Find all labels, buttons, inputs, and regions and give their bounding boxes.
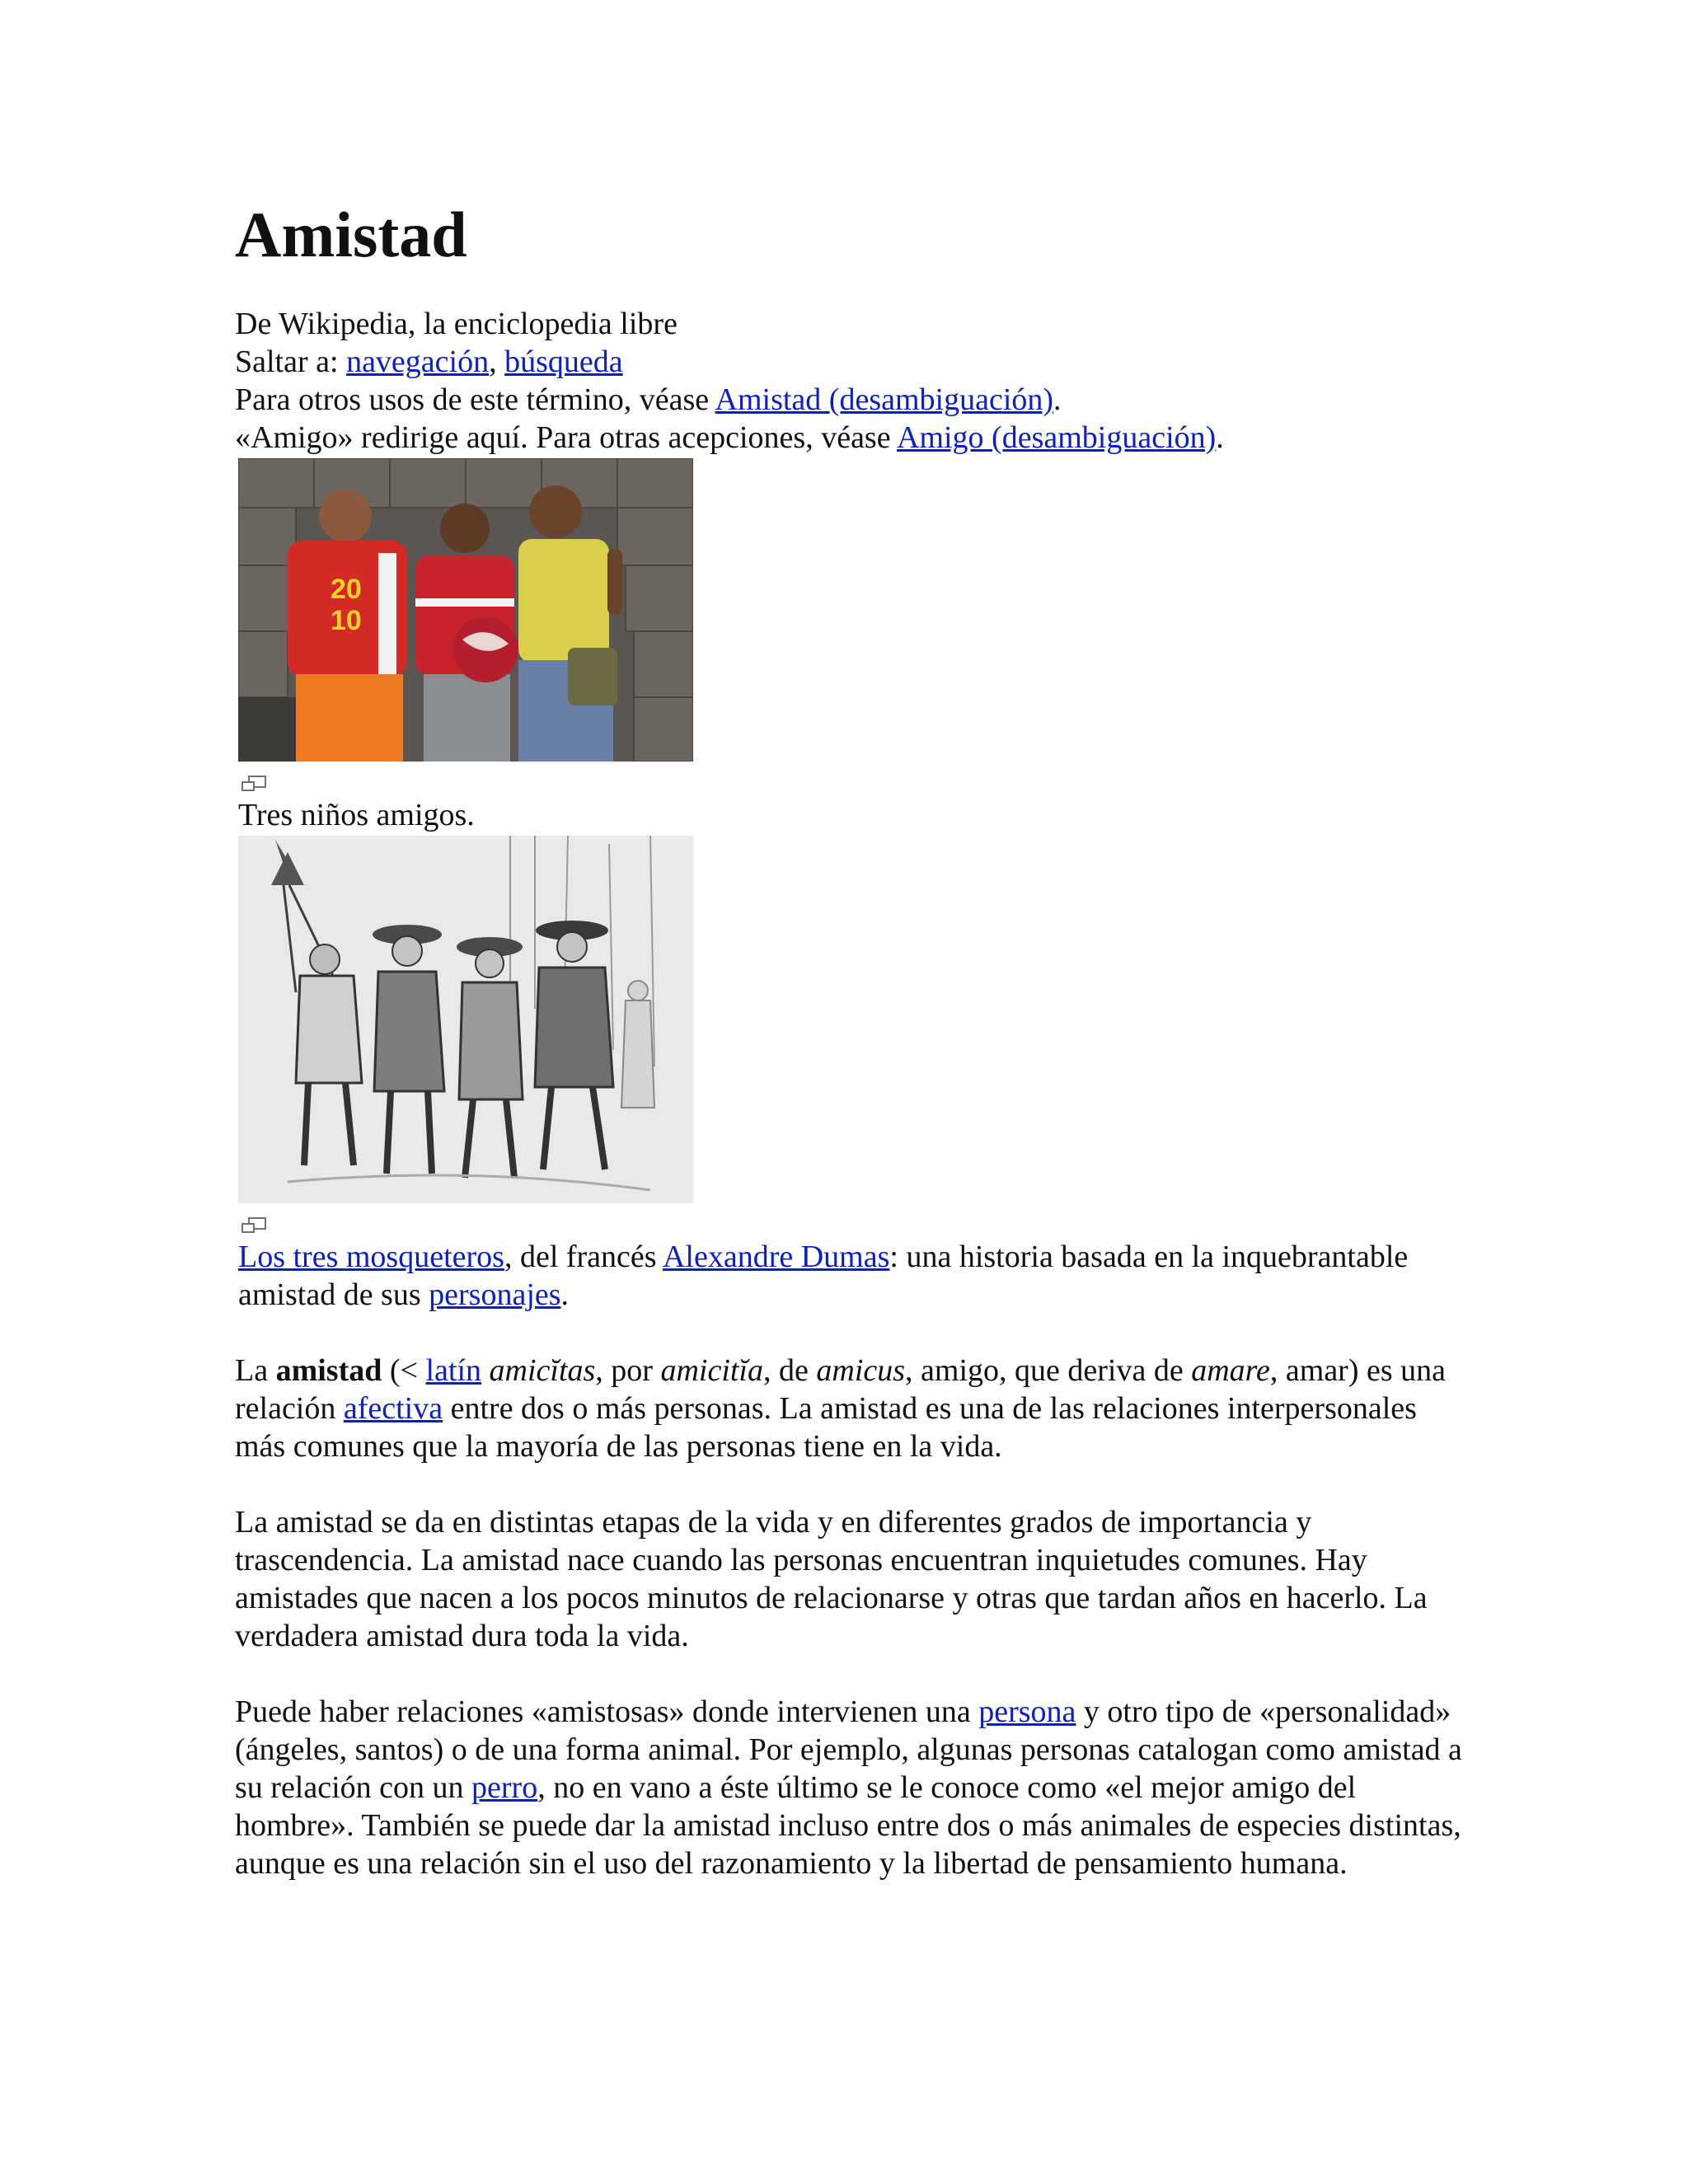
text-run: , de [763, 1353, 817, 1388]
figure-caption: Tres niños amigos. [238, 798, 475, 832]
etymology-term: amicus [816, 1353, 906, 1388]
article-page [235, 198, 1471, 1882]
paragraph-intro [235, 1352, 1471, 1465]
magnify-clip-icon[interactable] [240, 775, 268, 794]
jump-prefix: Saltar a: [235, 344, 347, 379]
site-tagline: De Wikipedia, la enciclopedia libre [235, 307, 678, 341]
etymology-term: amare [1191, 1353, 1270, 1388]
jump-separator: , [489, 344, 505, 379]
los-tres-mosqueteros-link[interactable]: Los tres mosqueteros [238, 1240, 504, 1274]
text-run: y otro tipo de «personalidad» (ángeles, santos) o de una forma animal. Por ejemplo, algunas personas catalogan como amistad a su relación con un [235, 1694, 1462, 1805]
amistad-disambiguation-link[interactable]: Amistad (desambiguación) [715, 382, 1054, 417]
figure-caption [238, 1238, 1471, 1314]
caption-text: : una historia basada en la inquebrantable amistad de sus [238, 1240, 1409, 1312]
jump-navigation-link[interactable]: navegación [346, 344, 490, 379]
paragraph-stages: La amistad se da en distintas etapas de la vida y en diferentes grados de importancia y trascendencia. La amistad nace cuando las personas encuentran inquietudes comunes. Hay amistades que nacen a los pocos minutos de relacionarse y otras que tardan años en hacerlo. La verdadera amistad dura toda la vida. [235, 1505, 1428, 1653]
magnify-clip-icon[interactable] [240, 1216, 268, 1236]
perro-link[interactable]: perro [471, 1770, 538, 1805]
text-run: , no en vano a éste último se le conoce como «el mejor amigo del hombre». También se puede dar la amistad incluso entre dos o más animales de especies distintas, aunque es una relación sin el uso del razonamiento y la libertad de pensamiento humana. [235, 1770, 1461, 1881]
figure-three-musketeers [238, 836, 1471, 1314]
text-run: , por [595, 1353, 661, 1388]
persona-link[interactable]: persona [978, 1694, 1076, 1729]
hatnote-text: «Amigo» redirige aquí. Para otras acepciones, véase [235, 420, 897, 455]
musketeers-illustration[interactable] [238, 836, 693, 1203]
text-run [481, 1353, 490, 1388]
hatnote-text: Para otros usos de este término, véase [235, 382, 715, 417]
svg-text:20: 20 [331, 574, 362, 605]
text-run: entre dos o más personas. La amistad es una de las relaciones interpersonales más comunes que la mayoría de las personas tiene en la vida. [235, 1391, 1417, 1464]
text-run: Puede haber relaciones «amistosas» donde intervienen una [235, 1694, 979, 1729]
hatnote-end: . [1216, 420, 1224, 455]
jump-links [235, 343, 1471, 381]
etymology-term: amicitĭa [660, 1353, 763, 1388]
paragraph-relations [235, 1693, 1471, 1882]
hatnote-end: . [1053, 382, 1062, 417]
afectiva-link[interactable]: afectiva [343, 1391, 443, 1426]
page-title: Amistad [235, 199, 467, 270]
hatnote-disambiguation [235, 381, 1471, 419]
jump-search-link[interactable]: búsqueda [504, 344, 623, 379]
figure-three-kids [238, 458, 1471, 834]
personajes-link[interactable]: personajes [429, 1277, 561, 1312]
term-amistad: amistad [275, 1353, 382, 1388]
etymology-term: amicĭtas [489, 1353, 596, 1388]
hatnote-redirect [235, 419, 1471, 457]
latin-link[interactable]: latín [425, 1353, 482, 1388]
three-kids-photo[interactable] [238, 458, 693, 762]
caption-text: . [560, 1277, 570, 1312]
text-run: , amigo, que deriva de [905, 1353, 1192, 1388]
text-run: (< [382, 1353, 426, 1388]
text-run: , amar) es una relación [235, 1353, 1447, 1426]
caption-text: , del francés [504, 1240, 663, 1274]
svg-text:10: 10 [331, 605, 362, 636]
alexandre-dumas-link[interactable]: Alexandre Dumas [662, 1240, 890, 1274]
text-run: La [235, 1353, 276, 1388]
amigo-disambiguation-link[interactable]: Amigo (desambiguación) [897, 420, 1217, 455]
